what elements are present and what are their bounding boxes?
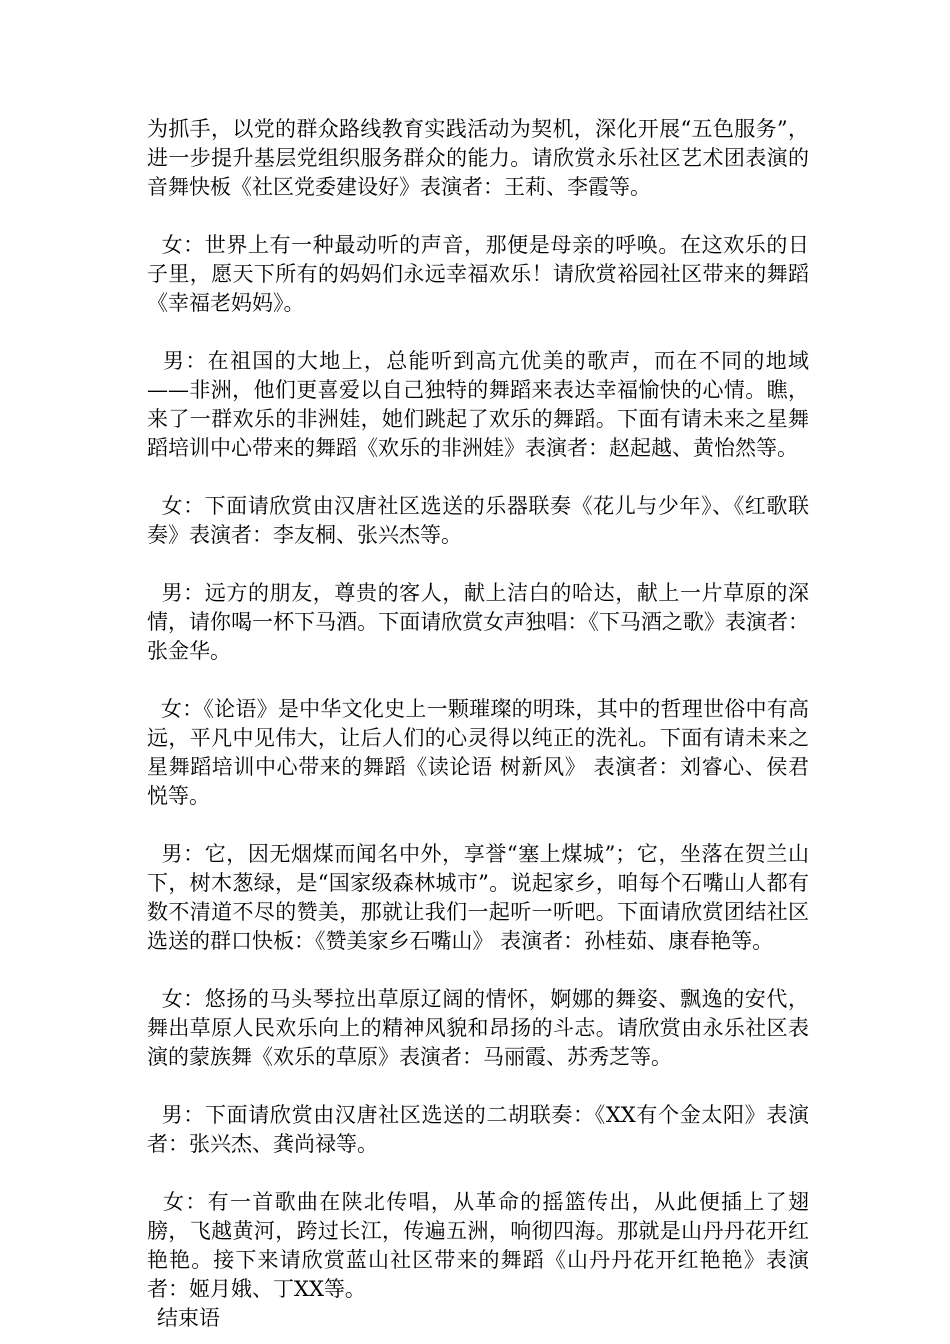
document-body [147,115,809,1333]
paragraph-7: 男：它，因无烟煤而闻名中外，享誉“塞上煤城”；它，坐落在贺兰山下，树木葱绿，是“国家级森林城市”。说起家乡，咱每个石嘴山人都有数不清道不尽的赞美，那就让我们一起听一听吧。下面请欣赏团结社区选送的群口快板：《赞美家乡石嘴山》 表演者：孙桂茹、康春艳等。 [147,842,809,953]
paragraph-8: 女：悠扬的马头琴拉出草原辽阔的情怀，婀娜的舞姿、飘逸的安代，舞出草原人民欢乐向上的精神风貌和昂扬的斗志。请欣赏由永乐社区表演的蒙族舞《欢乐的草原》表演者：马丽霞、苏秀芝等。 [147,987,809,1069]
paragraph-5: 男：远方的朋友，尊贵的客人，献上洁白的哈达，献上一片草原的深情，请你喝一杯下马酒。下面请欣赏女声独唱：《下马酒之歌》表演者：张金华。 [147,581,809,663]
paragraph-6: 女：《论语》是中华文化史上一颗璀璨的明珠，其中的哲理世俗中有高远，平凡中见伟大，让后人们的心灵得以纯正的洗礼。下面有请未来之星舞蹈培训中心带来的舞蹈《读论语 树新风》 表演者：刘睿心、侯君悦等。 [147,697,809,808]
paragraph-4: 女：下面请欣赏由汉唐社区选送的乐器联奏《花儿与少年》、《红歌联奏》表演者：李友桐、张兴杰等。 [147,494,809,547]
paragraph-1: 为抓手，以党的群众路线教育实践活动为契机，深化开展“五色服务”，进一步提升基层党组织服务群众的能力。请欣赏永乐社区艺术团表演的音舞快板《社区党委建设好》表演者：王莉、李霞等。 [147,117,809,199]
paragraph-3: 男：在祖国的大地上，总能听到高亢优美的歌声，而在不同的地域——非洲，他们更喜爱以自己独特的舞蹈来表达幸福愉快的心情。瞧，来了一群欢乐的非洲娃，她们跳起了欢乐的舞蹈。下面有请未来之星舞蹈培训中心带来的舞蹈《欢乐的非洲娃》表演者：赵起越、黄怡然等。 [147,349,809,460]
paragraph-9: 男：下面请欣赏由汉唐社区选送的二胡联奏：《XX有个金太阳》表演者：张兴杰、龚尚禄等。 [147,1103,809,1156]
ending-heading: 结束语 [157,1306,220,1330]
paragraph-10: 女：有一首歌曲在陕北传唱，从革命的摇篮传出，从此便插上了翅膀，飞越黄河，跨过长江，传遍五洲，响彻四海。那就是山丹丹花开红艳艳。接下来请欣赏蓝山社区带来的舞蹈《山丹丹花开红艳艳》表演者：姬月娥、丁XX等。 [147,1190,809,1301]
paragraph-2: 女：世界上有一种最动听的声音，那便是母亲的呼唤。在这欢乐的日子里，愿天下所有的妈妈们永远幸福欢乐！请欣赏裕园社区带来的舞蹈《幸福老妈妈》。 [147,233,809,315]
